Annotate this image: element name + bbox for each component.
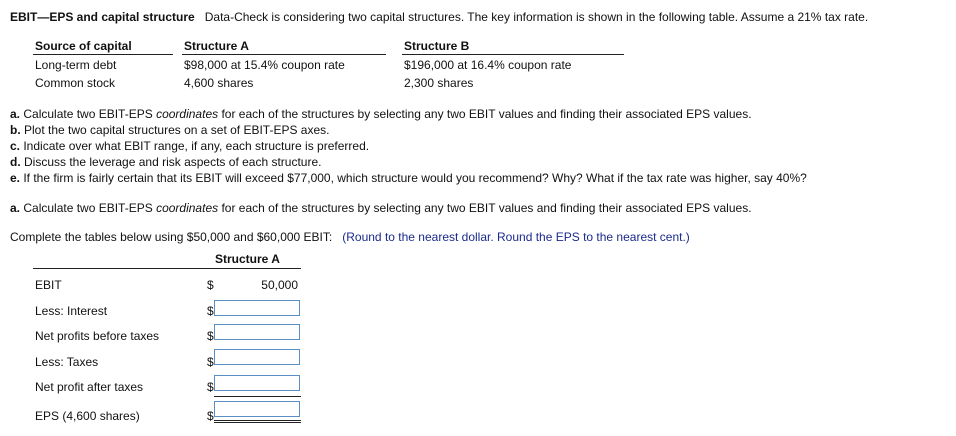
dollar-sign: $ (207, 409, 214, 423)
dollar-sign: $ (207, 380, 214, 394)
dollar-sign: $ (207, 278, 214, 292)
question-b (10, 123, 329, 137)
question-text: for each of the structures by selecting any two EBIT values and finding their associated EPS values. (218, 107, 752, 121)
intro-title: EBIT—EPS and capital structure (10, 10, 195, 24)
question-text: for each of the structures by selecting any two EBIT values and finding their associated EPS values. (218, 201, 752, 215)
info-cell: 4,600 shares (184, 76, 254, 90)
info-cell: 2,300 shares (404, 76, 474, 90)
question-label: d. (10, 155, 21, 169)
taxes-input[interactable] (214, 349, 300, 365)
question-text: Calculate two EBIT-EPS (20, 107, 157, 121)
dollar-sign: $ (207, 329, 214, 343)
question-text: Discuss the leverage and risk aspects of each structure. (20, 155, 322, 169)
calc-row-label: Net profits before taxes (35, 329, 160, 343)
question-a (10, 107, 752, 121)
question-italic: coordinates (156, 107, 219, 121)
question-label: e. (10, 171, 21, 185)
intro-line (10, 10, 868, 24)
info-header-source: Source of capital (35, 39, 132, 53)
net-profits-before-taxes-input[interactable] (214, 324, 300, 340)
calc-total-divider (214, 396, 301, 397)
question-c (10, 139, 369, 153)
question-italic: coordinates (156, 201, 219, 215)
info-header-divider (182, 54, 386, 55)
info-cell: Long-term debt (35, 58, 117, 72)
calc-header-divider (33, 268, 301, 269)
dollar-sign: $ (207, 304, 214, 318)
instruction (10, 230, 690, 244)
calc-row-label: Net profit after taxes (35, 380, 144, 394)
info-cell: $196,000 at 16.4% coupon rate (404, 58, 572, 72)
ebit-value: 50,000 (261, 278, 298, 292)
question-e (10, 171, 807, 185)
question-text: Plot the two capital structures on a set of EBIT-EPS axes. (20, 123, 330, 137)
info-cell: $98,000 at 15.4% coupon rate (184, 58, 345, 72)
question-label: c. (10, 139, 21, 153)
info-cell: Common stock (35, 76, 116, 90)
info-header-divider (402, 54, 624, 55)
question-text: Indicate over what EBIT range, if any, each structure is preferred. (20, 139, 370, 153)
calc-table-header: Structure A (215, 252, 280, 266)
instruction-text: Complete the tables below using $50,000 and $60,000 EBIT: (10, 230, 333, 244)
part-a-heading (10, 201, 752, 215)
calc-row-label: Less: Taxes (35, 355, 99, 369)
dollar-sign: $ (207, 355, 214, 369)
info-header-structure-a: Structure A (184, 39, 249, 53)
calc-double-underline (214, 422, 301, 423)
calc-row-label: Less: Interest (35, 304, 108, 318)
question-label: a. (10, 201, 21, 215)
calc-double-underline (214, 420, 301, 421)
question-text: Calculate two EBIT-EPS (20, 201, 157, 215)
info-header-divider (33, 54, 173, 55)
intro-text: Data-Check is considering two capital structures. The key information is shown in the following table. Assume a 21% tax rate. (204, 10, 869, 24)
question-text: If the firm is fairly certain that its EBIT will exceed $77,000, which structure would you recommend? Why? What if the tax rate was higher, say 40%? (20, 171, 807, 185)
question-d (10, 155, 321, 169)
info-header-structure-b: Structure B (404, 39, 470, 53)
question-label: a. (10, 107, 21, 121)
question-label: b. (10, 123, 21, 137)
calc-row-label: EPS (4,600 shares) (35, 409, 140, 423)
eps-input[interactable] (214, 401, 300, 417)
net-profit-after-taxes-input[interactable] (214, 375, 300, 391)
calc-row-label: EBIT (35, 278, 62, 292)
interest-input[interactable] (214, 300, 300, 316)
instruction-hint: (Round to the nearest dollar. Round the EPS to the nearest cent.) (342, 230, 690, 244)
